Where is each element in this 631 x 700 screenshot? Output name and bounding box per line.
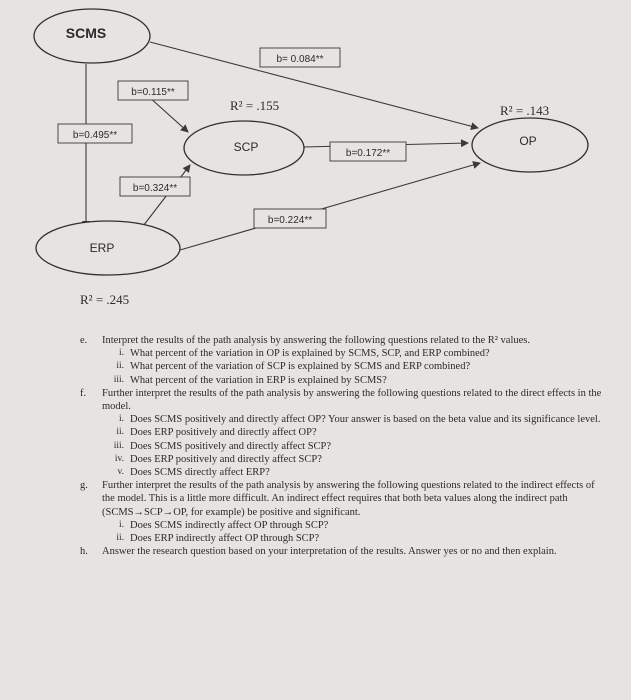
list-item bbox=[106, 466, 610, 479]
list-item bbox=[106, 532, 610, 545]
question-g-items bbox=[106, 519, 610, 545]
beta-erp-op-label: b=0.224** bbox=[267, 215, 313, 226]
beta-scms-scp bbox=[118, 81, 188, 100]
item-text: Does SCMS positively and directly affect OP? Your answer is based on the beta value and its significance level. bbox=[130, 414, 601, 426]
r2-scp: R² = .155 bbox=[230, 98, 280, 113]
node-scms-label: SCMS bbox=[65, 25, 107, 41]
item-label: v. bbox=[117, 467, 124, 478]
item-text: Does ERP positively and directly affect OP? bbox=[130, 427, 317, 439]
question-g bbox=[80, 479, 610, 519]
item-text: Does SCMS indirectly affect OP through SCP? bbox=[130, 519, 329, 531]
question-h bbox=[80, 545, 610, 558]
path-erp-op bbox=[180, 163, 480, 250]
question-list bbox=[80, 334, 610, 558]
beta-scms-erp bbox=[58, 124, 132, 143]
question-f bbox=[80, 387, 610, 413]
beta-scms-erp-label: b=0.495** bbox=[72, 130, 118, 141]
node-erp bbox=[36, 221, 180, 275]
question-e-label: e. bbox=[80, 335, 88, 346]
question-e bbox=[80, 334, 610, 347]
node-scp bbox=[184, 121, 304, 175]
item-label: ii. bbox=[116, 427, 124, 438]
list-item bbox=[106, 360, 610, 373]
item-label: ii. bbox=[116, 533, 124, 544]
list-item bbox=[106, 453, 610, 466]
item-text: Does ERP indirectly affect OP through SCP? bbox=[130, 533, 320, 545]
r2-op: R² = .143 bbox=[500, 103, 550, 118]
list-item bbox=[106, 426, 610, 439]
node-op bbox=[472, 118, 588, 172]
item-label: i. bbox=[118, 348, 124, 359]
item-label: iii. bbox=[113, 440, 124, 451]
node-scms bbox=[34, 9, 150, 63]
list-item bbox=[106, 440, 610, 453]
item-text: Does ERP positively and directly affect SCP? bbox=[130, 453, 322, 465]
item-label: iii. bbox=[113, 374, 124, 385]
question-e-text: Interpret the results of the path analysis by answering the following questions related to the R² values. bbox=[102, 335, 531, 346]
beta-scp-op bbox=[330, 142, 406, 161]
list-item bbox=[106, 519, 610, 532]
question-f-items bbox=[106, 413, 610, 479]
item-text: What percent of the variation in OP is explained by SCMS, SCP, and ERP combined? bbox=[130, 348, 490, 360]
question-h-text: Answer the research question based on your interpretation of the results. Answer yes or no and then explain. bbox=[102, 546, 557, 558]
question-g-text: Further interpret the results of the path analysis by answering the following questions related to the indirect effects of the model. This is a little more difficult. An indirect effect requires that both beta values along the indirect path (SCMS→SCP→OP, for example) be positive and significant. bbox=[102, 480, 595, 518]
question-h-label: h. bbox=[80, 546, 88, 558]
item-text: Does SCMS directly affect ERP? bbox=[130, 467, 270, 479]
item-label: iv. bbox=[114, 453, 124, 464]
list-item bbox=[106, 374, 610, 387]
item-text: Does SCMS positively and directly affect SCP? bbox=[130, 440, 332, 452]
beta-scms-op bbox=[260, 48, 340, 67]
question-f-text: Further interpret the results of the path analysis by answering the following questions related to the direct effects in the model. bbox=[102, 387, 602, 413]
question-g-label: g. bbox=[80, 480, 88, 492]
beta-erp-op bbox=[254, 209, 326, 228]
path-diagram bbox=[0, 0, 631, 330]
question-f-label: f. bbox=[80, 387, 87, 399]
node-erp-label: ERP bbox=[89, 241, 115, 255]
list-item bbox=[106, 413, 610, 426]
beta-scms-op-label: b= 0.084** bbox=[276, 54, 324, 65]
question-e-items bbox=[106, 347, 610, 387]
path-scms-scp bbox=[148, 96, 188, 132]
item-text: What percent of the variation in ERP is explained by SCMS? bbox=[130, 374, 387, 386]
beta-erp-scp-label: b=0.324** bbox=[132, 183, 178, 194]
beta-scp-op-label: b=0.172** bbox=[345, 148, 391, 159]
item-label: ii. bbox=[116, 361, 124, 372]
beta-erp-scp bbox=[120, 177, 190, 196]
item-label: i. bbox=[118, 414, 124, 425]
node-scp-label: SCP bbox=[233, 140, 259, 154]
list-item bbox=[106, 347, 610, 360]
r2-erp: R² = .245 bbox=[80, 292, 130, 307]
node-op-label: OP bbox=[519, 134, 537, 148]
item-text: What percent of the variation of SCP is explained by SCMS and ERP combined? bbox=[130, 361, 471, 373]
path-erp-scp bbox=[140, 165, 190, 230]
beta-scms-scp-label: b=0.115** bbox=[131, 87, 175, 98]
item-label: i. bbox=[118, 519, 124, 530]
